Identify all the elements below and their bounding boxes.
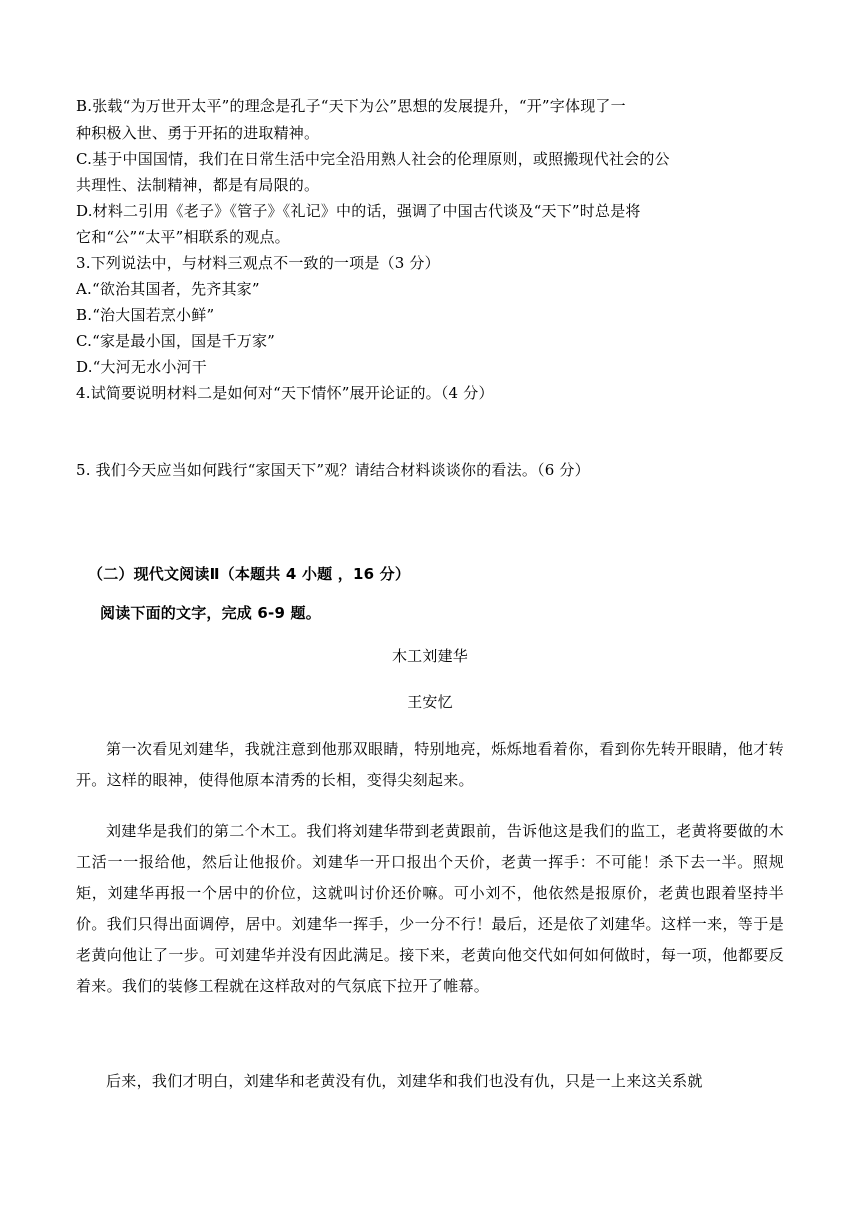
question-3-option-a: A.“欲治其国者，先齐其家” — [76, 280, 260, 298]
article-title: 木工刘建华 — [391, 647, 468, 665]
option-d-line-1: D.材料二引用《老子》《管子》《礼记》中的话，强调了中国古代谈及“天下”时总是将 — [76, 202, 641, 220]
article-paragraph-1: 第一次看见刘建华，我就注意到他那双眼睛，特别地亮，烁烁地看着你，看到你先转开眼睛，他才转开。这样的眼神，使得他原本清秀的长相，变得尖刻起来。 — [76, 740, 784, 789]
question-3-option-c: C.“家是最小国，国是千万家” — [76, 332, 276, 350]
section-2-instruction: 阅读下面的文字，完成 6-9 题。 — [100, 604, 321, 622]
option-c-line-2: 共理性、法制精神，都是有局限的。 — [76, 176, 320, 194]
article-paragraph-3: 后来，我们才明白，刘建华和老黄没有仇，刘建华和我们也没有仇，只是一上来这关系就 — [106, 1072, 703, 1090]
section-2-heading: （二）现代文阅读Ⅱ（本题共 4 小题 ，16 分） — [88, 565, 411, 583]
question-3-option-d: D.“大河无水小河干 — [76, 358, 207, 376]
option-b-line-1: B.张载“为万世开太平”的理念是孔子“天下为公”思想的发展提升，“开”字体现了一 — [76, 97, 626, 115]
option-d-line-2: 它和“公”“太平”相联系的观点。 — [76, 228, 290, 246]
question-3-stem: 3.下列说法中，与材料三观点不一致的一项是（3 分） — [76, 254, 440, 272]
option-b-line-2: 种积极入世、勇于开拓的进取精神。 — [76, 124, 320, 142]
question-3-option-b: B.“治大国若烹小鲜” — [76, 306, 215, 324]
question-5: 5. 我们今天应当如何践行“家国天下”观？请结合材料谈谈你的看法。（6 分） — [76, 461, 590, 479]
option-c-line-1: C.基于中国国情，我们在日常生活中完全沿用熟人社会的伦理原则，或照搬现代社会的公 — [76, 150, 670, 168]
article-paragraph-2: 刘建华是我们的第二个木工。我们将刘建华带到老黄跟前，告诉他这是我们的监工，老黄将要做的木工活一一报给他，然后让他报价。刘建华一开口报出个天价，老黄一挥手：不可能！杀下去一半。照规矩，刘建华再报一个居中的价位，这就叫讨价还价嘛。可小刘不，他依然是报原价，老黄也跟着坚持半价。我们只得出面调停，居中。刘建华一挥手，少一分不行！最后，还是依了刘建华。这样一来，等于是老黄向他让了一步。可刘建华并没有因此满足。接下来，老黄向他交代如何如何做时，每一项，他都要反着来。我们的装修工程就在这样敌对的气氛底下拉开了帷幕。 — [76, 822, 784, 995]
article-author: 王安忆 — [407, 693, 453, 711]
question-4: 4.试简要说明材料二是如何对“天下情怀”展开论证的。（4 分） — [76, 384, 494, 402]
